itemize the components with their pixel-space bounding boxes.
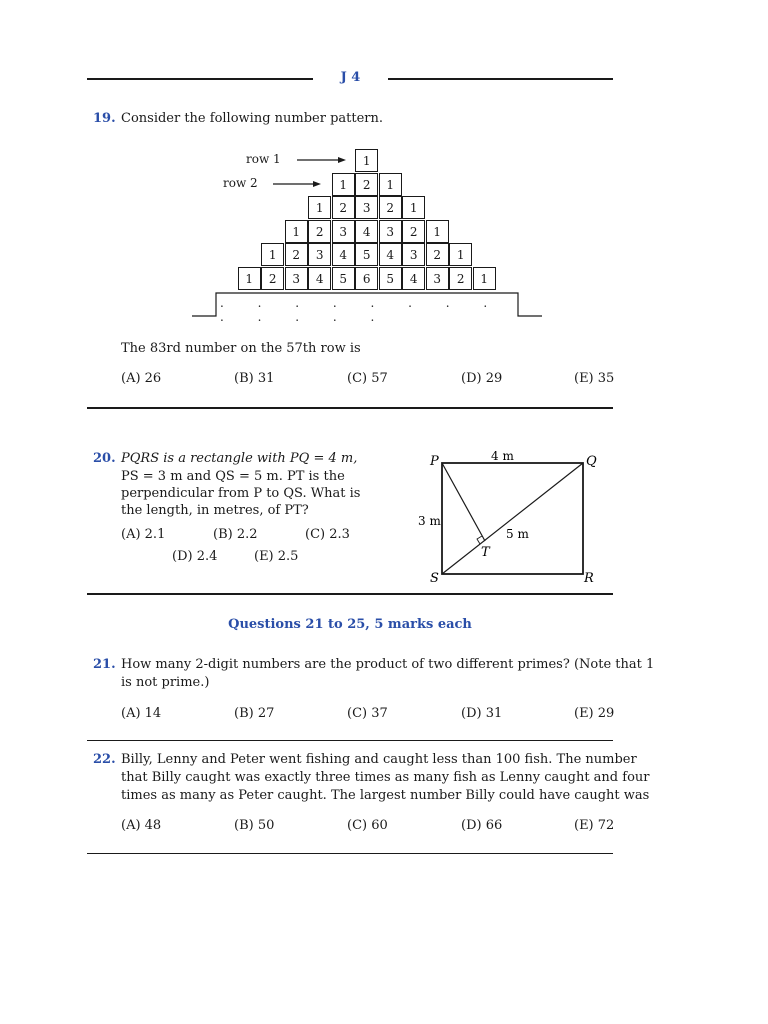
pyramid-cell: 5: [379, 267, 402, 290]
section-heading: Questions 21 to 25, 5 marks each: [228, 617, 472, 632]
perpendicular-pt: [442, 463, 485, 541]
row-2-label: row 2: [223, 176, 258, 190]
rectangle-figure: [410, 445, 610, 590]
option-d[interactable]: (D) 29: [461, 371, 503, 386]
question-line: How many 2-digit numbers are the product of two different primes? (Note that 1: [121, 657, 655, 672]
question-number: 21.: [93, 657, 116, 672]
option-d[interactable]: (D) 2.4: [172, 549, 218, 564]
pyramid-cell: 4: [379, 243, 402, 266]
question-line: the length, in metres, of PT?: [121, 503, 309, 518]
label-diagonal-length: 5 m: [506, 527, 529, 541]
pyramid-cell: 1: [426, 220, 449, 243]
pyramid-cell: 1: [238, 267, 261, 290]
pyramid-cell: 2: [308, 220, 331, 243]
pyramid-cell: 3: [402, 243, 425, 266]
question-number: 22.: [93, 752, 116, 767]
question-prompt: The 83rd number on the 57th row is: [121, 341, 361, 356]
pyramid-cell: 1: [308, 196, 331, 219]
pyramid-cell: 1: [379, 173, 402, 196]
option-e[interactable]: (E) 2.5: [254, 549, 299, 564]
question-text: Consider the following number pattern.: [121, 111, 384, 126]
pyramid-cell: 4: [332, 243, 355, 266]
page-label: J 4: [340, 70, 361, 85]
pyramid-cell: 2: [332, 196, 355, 219]
pyramid-cell: 1: [355, 149, 378, 172]
option-e[interactable]: (E) 29: [574, 706, 615, 721]
pyramid-cell: 3: [332, 220, 355, 243]
pyramid-cell: 2: [426, 243, 449, 266]
option-c[interactable]: (C) 60: [347, 818, 388, 833]
option-a[interactable]: (A) 26: [121, 371, 162, 386]
label-s: S: [430, 571, 439, 586]
question-number: 20.: [93, 451, 116, 466]
question-number: 19.: [93, 111, 116, 126]
option-b[interactable]: (B) 50: [234, 818, 275, 833]
label-q: Q: [586, 454, 597, 469]
pyramid-cell: 1: [449, 243, 472, 266]
option-b[interactable]: (B) 27: [234, 706, 275, 721]
pyramid-cell: 2: [261, 267, 284, 290]
question-line: times as many as Peter caught. The largest number Billy could have caught was: [121, 788, 650, 803]
option-a[interactable]: (A) 48: [121, 818, 162, 833]
pyramid-cell: 3: [355, 196, 378, 219]
label-top-length: 4 m: [491, 449, 514, 463]
option-c[interactable]: (C) 57: [347, 371, 388, 386]
pyramid-cell: 1: [261, 243, 284, 266]
divider: [87, 853, 613, 854]
option-d[interactable]: (D) 31: [461, 706, 503, 721]
diagonal-qs: [442, 463, 583, 574]
divider: [87, 593, 613, 595]
option-c[interactable]: (C) 37: [347, 706, 388, 721]
option-c[interactable]: (C) 2.3: [305, 527, 350, 542]
pyramid-cell: 3: [379, 220, 402, 243]
label-t: T: [481, 545, 490, 560]
pyramid-cell: 1: [332, 173, 355, 196]
option-a[interactable]: (A) 2.1: [121, 527, 166, 542]
question-line: PQRS is a rectangle with PQ = 4 m,: [121, 451, 358, 466]
option-e[interactable]: (E) 72: [574, 818, 615, 833]
label-r: R: [584, 571, 594, 586]
pyramid-cell: 6: [355, 267, 378, 290]
pyramid-cell: 5: [332, 267, 355, 290]
label-p: P: [430, 454, 439, 469]
arrow-head-icon: [338, 157, 346, 163]
pyramid-cell: 3: [426, 267, 449, 290]
pyramid-cell: 2: [285, 243, 308, 266]
question-line: Billy, Lenny and Peter went fishing and caught less than 100 fish. The number: [121, 752, 637, 767]
pyramid-cell: 3: [285, 267, 308, 290]
option-d[interactable]: (D) 66: [461, 818, 503, 833]
option-b[interactable]: (B) 31: [234, 371, 275, 386]
pyramid-cell: 4: [308, 267, 331, 290]
arrow-head-icon: [313, 181, 321, 187]
continuation-dots: . . . . . . . . . . . . .: [220, 296, 503, 324]
question-line: that Billy caught was exactly three times as many fish as Lenny caught and four: [121, 770, 650, 785]
pyramid-cell: 2: [402, 220, 425, 243]
row-1-label: row 1: [246, 152, 281, 166]
pyramid-cell: 1: [402, 196, 425, 219]
option-a[interactable]: (A) 14: [121, 706, 162, 721]
divider: [87, 407, 613, 409]
pyramid-cell: 5: [355, 243, 378, 266]
question-line: PS = 3 m and QS = 5 m. PT is the: [121, 469, 345, 484]
pyramid-cell: 2: [379, 196, 402, 219]
option-e[interactable]: (E) 35: [574, 371, 615, 386]
option-b[interactable]: (B) 2.2: [213, 527, 258, 542]
pyramid-cell: 2: [449, 267, 472, 290]
pyramid-cell: 4: [355, 220, 378, 243]
pyramid-cell: 3: [308, 243, 331, 266]
divider: [87, 740, 613, 741]
pyramid-cell: 1: [285, 220, 308, 243]
label-left-length: 3 m: [418, 514, 441, 528]
pyramid-cell: 2: [355, 173, 378, 196]
question-line: is not prime.): [121, 675, 210, 690]
pyramid-cell: 1: [473, 267, 496, 290]
question-line: perpendicular from P to QS. What is: [121, 486, 361, 501]
pyramid-cell: 4: [402, 267, 425, 290]
